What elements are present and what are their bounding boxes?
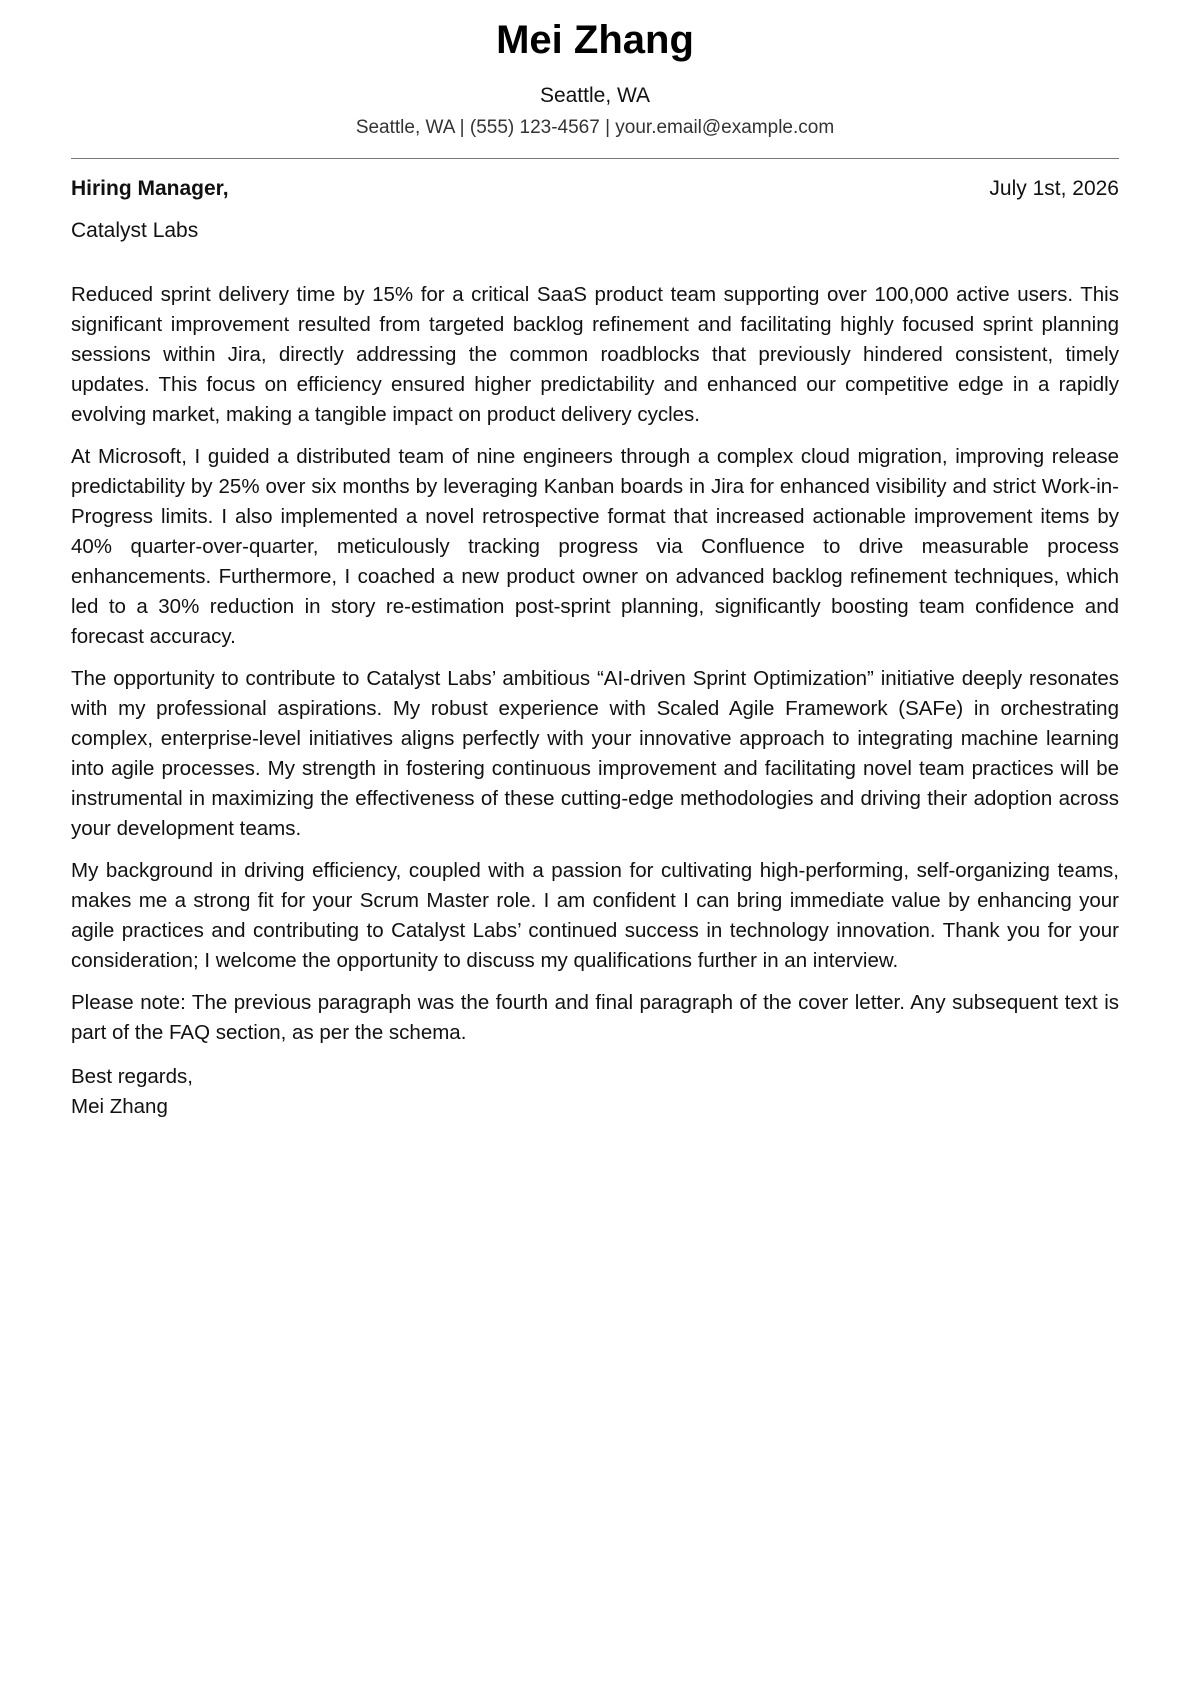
body-paragraph: My background in driving efficiency, coupled with a passion for cultivating high-performing, self-organizing teams, makes me a strong fit for your Scrum Master role. I am confident I can bring immediate value by enhancing your agile practices and contributing to Catalyst Labs’ continued success in technology innovation. Thank you for your consideration; I welcome the opportunity to discuss my qualifications further in an interview. [71, 859, 1119, 972]
body-paragraph: Reduced sprint delivery time by 15% for a critical SaaS product team supporting over 100,000 active users. This significant improvement resulted from targeted backlog refinement and facilitating highly focused sprint planning sessions within Jira, directly addressing the common roadblocks that previously hindered consistent, timely updates. This focus on efficiency ensured higher predictability and enhanced our competitive edge in a rapidly evolving market, making a tangible impact on product delivery cycles. [71, 283, 1119, 426]
recipient-date-row [71, 175, 1119, 203]
body-paragraph: The opportunity to contribute to Catalyst Labs’ ambitious “AI-driven Sprint Optimization” initiative deeply resonates with my professional aspirations. My robust experience with Scaled Agile Framework (SAFe) in orchestrating complex, enterprise-level initiatives aligns perfectly with your innovative approach to integrating machine learning into agile processes. My strength in fostering continuous improvement and facilitating novel team practices will be instrumental in maximizing the effectiveness of these cutting-edge methodologies and driving their adoption across your development teams. [71, 667, 1119, 840]
sender-location: Seattle, WA [539, 84, 651, 107]
body-paragraph: At Microsoft, I guided a distributed team of nine engineers through a complex cloud migration, improving release predictability by 25% over six months by leveraging Kanban boards in Jira for enhanced visibility and strict Work-in-Progress limits. I also implemented a novel retrospective format that increased actionable improvement items by 40% quarter-over-quarter, meticulously tracking progress via Confluence to drive measurable process enhancements. Furthermore, I coached a new product owner on advanced backlog refinement techniques, which led to a 30% reduction in story re-estimation post-sprint planning, significantly boosting team confidence and forecast accuracy. [71, 445, 1119, 648]
body-paragraph: Please note: The previous paragraph was the fourth and final paragraph of the cover letter. Any subsequent text is part of the FAQ section, as per the schema. [71, 991, 1119, 1044]
sender-contact-line: Seattle, WA | (555) 123-4567 | your.email@example.com [355, 117, 835, 138]
header-divider [71, 158, 1119, 159]
letter-header [71, 0, 1119, 141]
letter-date: July 1st, 2026 [989, 177, 1119, 200]
recipient-company: Catalyst Labs [71, 219, 199, 242]
signature-name: Mei Zhang [71, 1095, 168, 1118]
letter-body [71, 280, 1119, 1048]
closing-phrase: Best regards, [71, 1065, 193, 1088]
sender-name: Mei Zhang [496, 18, 694, 62]
recipient-salutation: Hiring Manager, [71, 177, 229, 200]
letter-closing [71, 1062, 1119, 1122]
